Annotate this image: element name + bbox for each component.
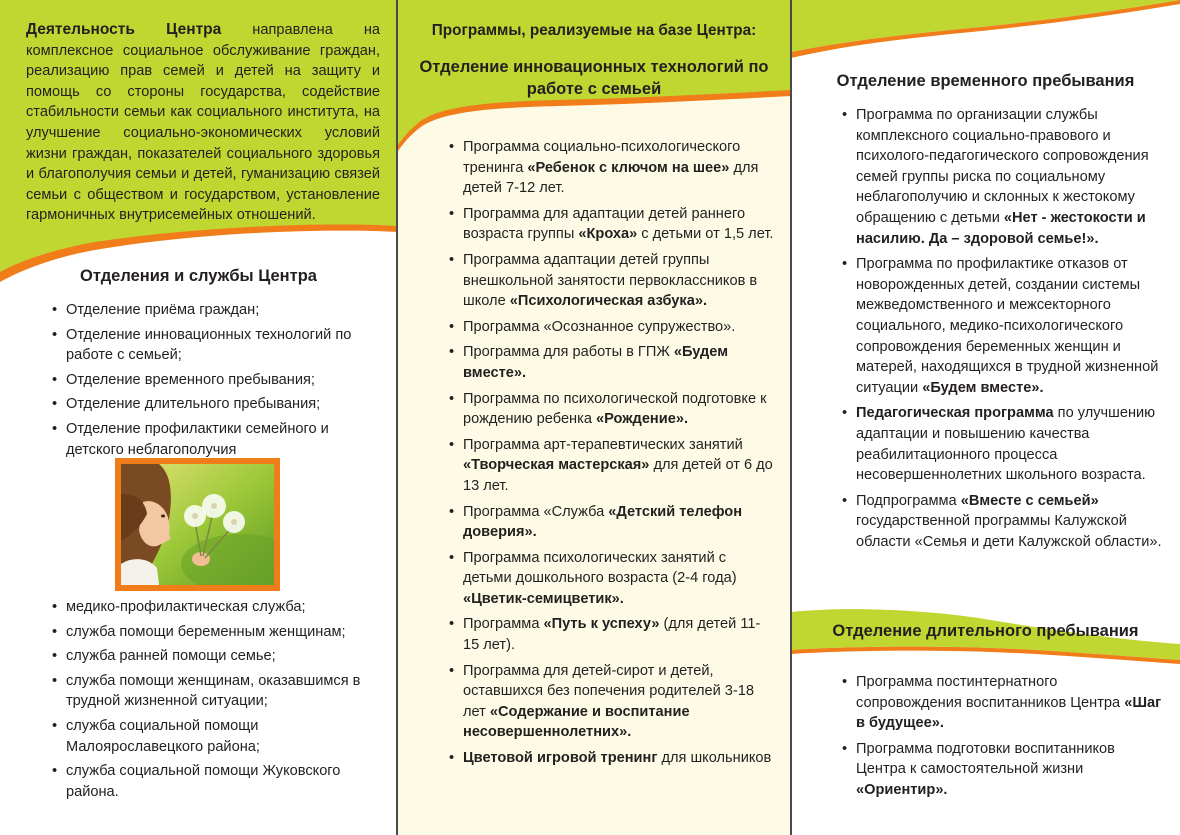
photo-girl-dandelions xyxy=(115,458,280,591)
intro-bold: Деятельность Центра xyxy=(26,21,222,38)
list-item: • служба ранней помощи семье; xyxy=(52,646,377,667)
list-item: • Программа психологических занятий с детьми дошкольного возраста (2-4 года) «Цветик-семицветик». xyxy=(449,548,774,610)
programs-list xyxy=(449,137,774,774)
list-item: • Отделение профилактики семейного и детского неблагополучия xyxy=(52,419,352,460)
list-item: • Отделение приёма граждан; xyxy=(52,300,352,321)
list-item: • служба социальной помощи Жуковского района. xyxy=(52,761,377,802)
list-item: • Отделение инновационных технологий по работе с семьей; xyxy=(52,325,352,366)
temporary-stay-heading: Отделение временного пребывания xyxy=(836,72,1135,90)
child-dandelion-image xyxy=(121,464,274,585)
panel-divider xyxy=(790,0,792,835)
departments-list xyxy=(52,300,352,464)
panel-left xyxy=(0,0,397,835)
panel-right xyxy=(791,0,1180,835)
list-item: • Программа по психологической подготовке к рождению ребенка «Рождение». xyxy=(449,389,774,430)
list-item: • Программа арт-терапевтических занятий «Творческая мастерская» для детей от 6 до 13 лет. xyxy=(449,435,774,497)
intro-paragraph xyxy=(26,20,380,226)
services-list xyxy=(52,597,377,806)
list-item: • Программа для детей-сирот и детей, оставшихся без попечения родителей 3-18 лет «Содержание и воспитание несовершеннолетних». xyxy=(449,661,774,743)
innovation-dept-heading: Отделение инновационных технологий по работе с семьей xyxy=(419,58,769,98)
list-item: • Программа «Путь к успеху» (для детей 11-15 лет). xyxy=(449,614,774,655)
list-item: • медико-профилактическая служба; xyxy=(52,597,377,618)
list-item: • Педагогическая программа по улучшению адаптации и повышению качества реабилитационного процесса несовершеннолетних школьного возраста. xyxy=(842,403,1162,485)
panel-middle xyxy=(397,0,791,835)
list-item: • Программа адаптации детей группы внешкольной занятости первоклассников в школе «Психологическая азбука». xyxy=(449,250,774,312)
list-item: • Программа для работы в ГПЖ «Будем вместе». xyxy=(449,342,774,383)
departments-heading: Отделения и службы Центра xyxy=(80,267,317,285)
intro-text: направлена на комплексное социальное обслуживание граждан, реализацию прав семей и детей на защиту и помощь со стороны государства, содействие стабильности семьи как социального института, на улучшение социально-экономических условий жизни граждан, показателей социального здоровья и благополучия семьи и детей, гуманизацию связей семьи с обществом и государством, установление гармоничных внутрисемейных отношений. xyxy=(26,22,380,224)
list-item: • Цветовой игровой тренинг для школьников xyxy=(449,748,774,769)
temporary-stay-list xyxy=(842,105,1162,557)
list-item: • Отделение временного пребывания; xyxy=(52,370,352,391)
list-item: • служба помощи беременным женщинам; xyxy=(52,622,377,643)
long-stay-list xyxy=(842,672,1162,806)
list-item: • Программа по организации службы комплексного социально-правового и психолого-педагогического сопровождения семей группы риска по социальному неблагополучию и склонных к жестокому обращению с детьми «Нет - жестокости и насилию. Да – здоровой семье!». xyxy=(842,105,1162,249)
list-item: • Программа подготовки воспитанников Центра к самостоятельной жизни «Ориентир». xyxy=(842,739,1162,801)
list-item: • служба помощи женщинам, оказавшимся в трудной жизненной ситуации; xyxy=(52,671,377,712)
list-item: • Подпрограмма «Вместе с семьей» государственной программы Калужской области «Семья и дети Калужской области». xyxy=(842,491,1162,553)
list-item: • Программа для адаптации детей раннего возраста группы «Кроха» с детьми от 1,5 лет. xyxy=(449,204,774,245)
list-item: • Программа по профилактике отказов от новорожденных детей, создании системы межведомственного и межсекторного социального, медико-психологического сопровождения беременных женщин и матерей, находящихся в трудной жизненной ситуации «Будем вместе». xyxy=(842,254,1162,398)
long-stay-heading: Отделение длительного пребывания xyxy=(832,622,1139,640)
panel-divider xyxy=(396,0,398,835)
list-item: • Программа социально-психологического тренинга «Ребенок с ключом на шее» для детей 7-12 лет. xyxy=(449,137,774,199)
programs-heading: Программы, реализуемые на базе Центра: xyxy=(431,22,757,39)
list-item: • Программа постинтернатного сопровождения воспитанников Центра «Шаг в будущее». xyxy=(842,672,1162,734)
list-item: • Отделение длительного пребывания; xyxy=(52,394,352,415)
list-item: • Программа «Служба «Детский телефон доверия». xyxy=(449,502,774,543)
list-item: • Программа «Осознанное супружество». xyxy=(449,317,774,338)
list-item: • служба социальной помощи Малоярославецкого района; xyxy=(52,716,377,757)
